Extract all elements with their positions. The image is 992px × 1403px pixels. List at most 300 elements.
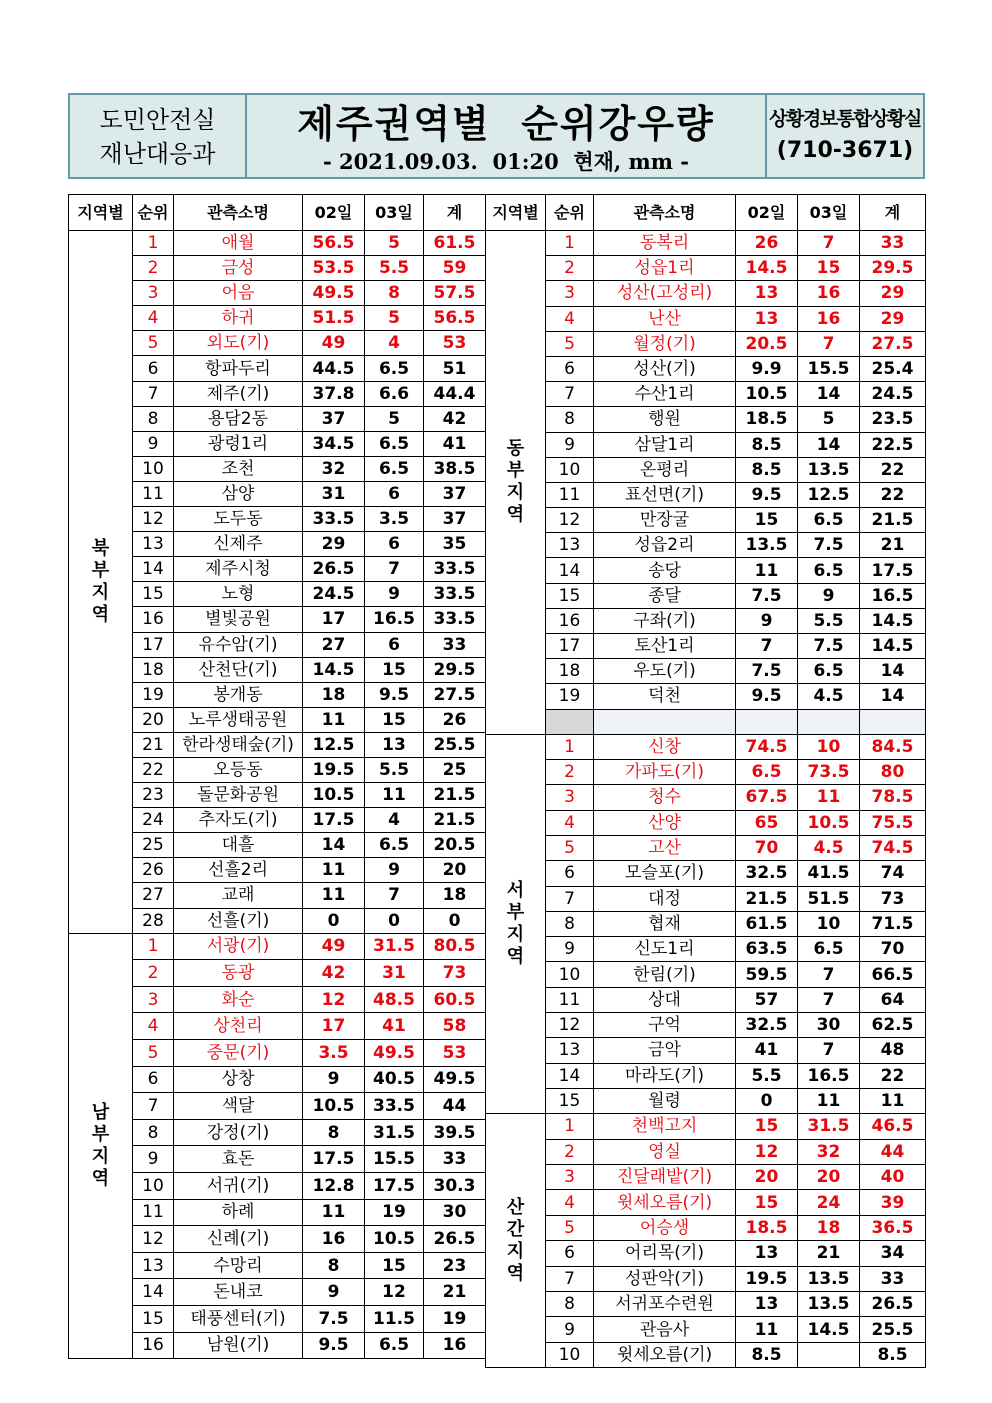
- total-cell: 44: [424, 1093, 486, 1120]
- rank-cell: 10: [546, 962, 594, 987]
- total-cell: 25.5: [424, 732, 486, 757]
- station-cell: 강정(기): [174, 1119, 303, 1146]
- day02-cell: 26: [736, 231, 798, 256]
- total-cell: 33: [860, 231, 926, 256]
- rank-cell: 18: [546, 659, 594, 684]
- day02-cell: 26.5: [303, 557, 365, 582]
- day02-cell: 9.5: [736, 684, 798, 709]
- day03-cell: 24: [798, 1190, 860, 1215]
- table-row: [486, 432, 926, 457]
- rank-cell: 5: [546, 1215, 594, 1240]
- rank-cell: 8: [546, 407, 594, 432]
- station-cell: 한림(기): [594, 962, 736, 987]
- table-row: [486, 634, 926, 659]
- station-cell: 윗세오름(기): [594, 1190, 736, 1215]
- day03-cell: 6.5: [365, 356, 424, 381]
- station-cell: 봉개동: [174, 682, 303, 707]
- day02-cell: 17: [303, 1013, 365, 1040]
- day03-cell: 4.5: [798, 835, 860, 860]
- day02-cell: 56.5: [303, 231, 365, 256]
- station-cell: 월령: [594, 1088, 736, 1113]
- rank-cell: 16: [133, 607, 174, 632]
- day02-cell: 11: [303, 1199, 365, 1226]
- day03-cell: 6.5: [365, 431, 424, 456]
- station-cell: 토산1리: [594, 634, 736, 659]
- table-row: [486, 1291, 926, 1316]
- total-cell: 61.5: [424, 231, 486, 256]
- station-cell: 천백고지: [594, 1114, 736, 1139]
- station-cell: 화순: [174, 986, 303, 1013]
- day03-cell: 31.5: [365, 933, 424, 960]
- header-row: [486, 195, 926, 231]
- table-row: [486, 231, 926, 256]
- day02-cell: 11: [736, 1317, 798, 1342]
- day03-cell: 7: [798, 231, 860, 256]
- col-day02: 02일: [736, 195, 798, 231]
- day03-cell: 31.5: [365, 1119, 424, 1146]
- day02-cell: 51.5: [303, 306, 365, 331]
- table-row: [486, 482, 926, 507]
- total-cell: 22.5: [860, 432, 926, 457]
- rank-cell: 17: [133, 632, 174, 657]
- rank-cell: 1: [133, 933, 174, 960]
- total-cell: 64: [860, 987, 926, 1012]
- table-row: [486, 835, 926, 860]
- rank-cell: 18: [133, 657, 174, 682]
- station-cell: 상대: [594, 987, 736, 1012]
- day03-cell: 5: [798, 407, 860, 432]
- total-cell: 25.5: [860, 1317, 926, 1342]
- rank-cell: 9: [133, 431, 174, 456]
- total-cell: 71.5: [860, 911, 926, 936]
- total-cell: 36.5: [860, 1215, 926, 1240]
- day02-cell: 7.5: [303, 1305, 365, 1332]
- total-cell: 19: [424, 1305, 486, 1332]
- total-cell: 14: [860, 684, 926, 709]
- day03-cell: 11: [798, 785, 860, 810]
- station-cell: 수망리: [174, 1252, 303, 1279]
- day03-cell: 5: [365, 306, 424, 331]
- rank-cell: 2: [546, 256, 594, 281]
- region-label: [486, 734, 546, 1113]
- total-cell: 14: [860, 659, 926, 684]
- day02-cell: 12.8: [303, 1172, 365, 1199]
- day03-cell: 31: [365, 960, 424, 987]
- station-cell: [594, 709, 736, 734]
- table-row: [486, 1088, 926, 1113]
- region-label: [69, 933, 133, 1359]
- rank-cell: 8: [133, 1119, 174, 1146]
- rank-cell: 25: [133, 833, 174, 858]
- day02-cell: 8: [303, 1252, 365, 1279]
- day02-cell: 18: [303, 682, 365, 707]
- day03-cell: 12.5: [798, 482, 860, 507]
- total-cell: 33: [424, 1146, 486, 1173]
- rank-cell: 14: [546, 558, 594, 583]
- total-cell: 39.5: [424, 1119, 486, 1146]
- day03-cell: 7: [798, 962, 860, 987]
- day03-cell: 9.5: [365, 682, 424, 707]
- region-label-char: 북: [91, 537, 110, 559]
- total-cell: 29.5: [860, 256, 926, 281]
- station-cell: 오등동: [174, 757, 303, 782]
- rank-cell: 14: [546, 1063, 594, 1088]
- rank-cell: 11: [546, 987, 594, 1012]
- table-row: [486, 533, 926, 558]
- day03-cell: 7: [365, 883, 424, 908]
- rank-cell: 4: [133, 306, 174, 331]
- station-cell: 청수: [594, 785, 736, 810]
- total-cell: 53: [424, 1040, 486, 1067]
- region-label: [486, 231, 546, 735]
- rank-cell: 2: [546, 760, 594, 785]
- day02-cell: 15: [736, 508, 798, 533]
- total-cell: 26.5: [860, 1291, 926, 1316]
- day03-cell: 6.5: [365, 1332, 424, 1359]
- station-cell: 서귀(기): [174, 1172, 303, 1199]
- total-cell: 35: [424, 532, 486, 557]
- day02-cell: 65: [736, 810, 798, 835]
- station-cell: 구억: [594, 1013, 736, 1038]
- rank-cell: 5: [546, 835, 594, 860]
- table-row: [486, 760, 926, 785]
- day03-cell: 7: [798, 987, 860, 1012]
- rank-cell: 10: [546, 457, 594, 482]
- day03-cell: 12: [365, 1279, 424, 1306]
- station-cell: 금악: [594, 1038, 736, 1063]
- day03-cell: 6.5: [798, 659, 860, 684]
- total-cell: 21: [424, 1279, 486, 1306]
- total-cell: 23.5: [860, 407, 926, 432]
- rank-cell: 10: [133, 1172, 174, 1199]
- rank-cell: 13: [546, 1038, 594, 1063]
- table-row: [486, 583, 926, 608]
- station-cell: 진달래밭(기): [594, 1164, 736, 1189]
- rank-cell: 12: [133, 1226, 174, 1253]
- day03-cell: 7: [798, 331, 860, 356]
- day03-cell: 18: [798, 1215, 860, 1240]
- contact-box: [767, 95, 923, 177]
- station-cell: 애월: [174, 231, 303, 256]
- day02-cell: 74.5: [736, 734, 798, 759]
- station-cell: 상천리: [174, 1013, 303, 1040]
- department-line-2: 재난대응과: [99, 140, 216, 168]
- station-cell: 유수암(기): [174, 632, 303, 657]
- rank-cell: 4: [546, 810, 594, 835]
- day02-cell: 53.5: [303, 256, 365, 281]
- day03-cell: 11.5: [365, 1305, 424, 1332]
- day02-cell: 3.5: [303, 1040, 365, 1067]
- station-cell: 하례: [174, 1199, 303, 1226]
- rank-cell: 3: [133, 986, 174, 1013]
- rank-cell: 28: [133, 908, 174, 933]
- day02-cell: 9: [736, 608, 798, 633]
- day02-cell: 9.9: [736, 356, 798, 381]
- rank-cell: 27: [133, 883, 174, 908]
- rank-cell: 9: [546, 432, 594, 457]
- day02-cell: 13: [736, 306, 798, 331]
- day03-cell: 9: [365, 582, 424, 607]
- table-row: [486, 962, 926, 987]
- day03-cell: 15: [365, 657, 424, 682]
- total-cell: 27.5: [860, 331, 926, 356]
- total-cell: 33: [424, 632, 486, 657]
- total-cell: 51: [424, 356, 486, 381]
- station-cell: 삼양: [174, 481, 303, 506]
- rank-cell: 3: [546, 1164, 594, 1189]
- station-cell: 조천: [174, 456, 303, 481]
- day03-cell: 13.5: [798, 457, 860, 482]
- station-cell: 송당: [594, 558, 736, 583]
- day03-cell: 15.5: [798, 356, 860, 381]
- region-label-char: 역: [506, 504, 525, 526]
- day02-cell: 11: [303, 883, 365, 908]
- rank-cell: 9: [546, 1317, 594, 1342]
- rank-cell: 10: [133, 456, 174, 481]
- rank-cell: 4: [133, 1013, 174, 1040]
- col-day03: 03일: [798, 195, 860, 231]
- rank-cell: 5: [133, 1040, 174, 1067]
- rank-cell: 21: [133, 732, 174, 757]
- day02-cell: 32.5: [736, 861, 798, 886]
- rank-cell: 12: [546, 1013, 594, 1038]
- table-row: [486, 1342, 926, 1367]
- day03-cell: 16: [798, 281, 860, 306]
- day02-cell: 13: [736, 1291, 798, 1316]
- day03-cell: 9: [365, 858, 424, 883]
- col-region: 지역별: [486, 195, 546, 231]
- table-row: [486, 659, 926, 684]
- table-row: [486, 558, 926, 583]
- table-row: [486, 1190, 926, 1215]
- total-cell: 58: [424, 1013, 486, 1040]
- station-cell: 구좌(기): [594, 608, 736, 633]
- total-cell: 44: [860, 1139, 926, 1164]
- station-cell: 어음: [174, 281, 303, 306]
- table-row: [69, 231, 486, 256]
- day03-cell: 32: [798, 1139, 860, 1164]
- total-cell: 27.5: [424, 682, 486, 707]
- total-cell: 84.5: [860, 734, 926, 759]
- total-cell: 49.5: [424, 1066, 486, 1093]
- station-cell: 도두동: [174, 507, 303, 532]
- station-cell: 돈내코: [174, 1279, 303, 1306]
- total-cell: 14.5: [860, 608, 926, 633]
- day02-cell: 14: [303, 833, 365, 858]
- station-cell: 색달: [174, 1093, 303, 1120]
- station-cell: 서광(기): [174, 933, 303, 960]
- total-cell: 74.5: [860, 835, 926, 860]
- day03-cell: 15: [365, 707, 424, 732]
- region-label-char: 부: [91, 559, 110, 581]
- region-label-char: 역: [91, 603, 110, 625]
- station-cell: 삼달1리: [594, 432, 736, 457]
- day02-cell: 15: [736, 1114, 798, 1139]
- col-rank: 순위: [546, 195, 594, 231]
- station-cell: 행원: [594, 407, 736, 432]
- station-cell: 남원(기): [174, 1332, 303, 1359]
- station-cell: 우도(기): [594, 659, 736, 684]
- total-cell: 33.5: [424, 582, 486, 607]
- day03-cell: 16: [798, 306, 860, 331]
- rank-cell: 1: [546, 1114, 594, 1139]
- total-cell: 74: [860, 861, 926, 886]
- station-cell: 대흘: [174, 833, 303, 858]
- total-cell: 26: [424, 707, 486, 732]
- day03-cell: 41.5: [798, 861, 860, 886]
- day02-cell: 63.5: [736, 937, 798, 962]
- station-cell: 서귀포수련원: [594, 1291, 736, 1316]
- total-cell: 46.5: [860, 1114, 926, 1139]
- table-row: [486, 1038, 926, 1063]
- day02-cell: 32: [303, 456, 365, 481]
- day03-cell: 5.5: [365, 757, 424, 782]
- region-label-char: 지: [506, 482, 525, 504]
- day03-cell: 15: [365, 1252, 424, 1279]
- station-cell: 광령1리: [174, 431, 303, 456]
- day02-cell: 24.5: [303, 582, 365, 607]
- rank-cell: 11: [133, 1199, 174, 1226]
- total-cell: 39: [860, 1190, 926, 1215]
- total-cell: 21.5: [424, 808, 486, 833]
- table-row: [486, 306, 926, 331]
- header-row: [69, 195, 486, 231]
- station-cell: 한라생태숲(기): [174, 732, 303, 757]
- rank-cell: 22: [133, 757, 174, 782]
- total-cell: 53: [424, 331, 486, 356]
- region-label-char: 간: [506, 1218, 525, 1240]
- rank-cell: 12: [546, 508, 594, 533]
- station-cell: 선흘2리: [174, 858, 303, 883]
- rank-cell: 14: [133, 1279, 174, 1306]
- total-cell: 29: [860, 306, 926, 331]
- total-cell: 26.5: [424, 1226, 486, 1253]
- day02-cell: 70: [736, 835, 798, 860]
- region-label-char: 지: [506, 923, 525, 945]
- station-cell: 신도1리: [594, 937, 736, 962]
- report-title: 제주권역별 순위강우량: [297, 102, 715, 146]
- day03-cell: 0: [365, 908, 424, 933]
- day02-cell: 11: [736, 558, 798, 583]
- total-cell: 0: [424, 908, 486, 933]
- station-cell: 하귀: [174, 306, 303, 331]
- table-row: [486, 382, 926, 407]
- station-cell: 난산: [594, 306, 736, 331]
- total-cell: 44.4: [424, 381, 486, 406]
- day02-cell: 59.5: [736, 962, 798, 987]
- rank-cell: 2: [133, 960, 174, 987]
- rank-cell: 6: [133, 1066, 174, 1093]
- rank-cell: 11: [546, 482, 594, 507]
- rank-cell: 10: [546, 1342, 594, 1367]
- rank-cell: 13: [133, 1252, 174, 1279]
- day02-cell: 37.8: [303, 381, 365, 406]
- table-row: [486, 911, 926, 936]
- day02-cell: 42: [303, 960, 365, 987]
- right-rainfall-table: [485, 194, 926, 1368]
- day03-cell: 13.5: [798, 1291, 860, 1316]
- station-cell: 어승생: [594, 1215, 736, 1240]
- total-cell: 21: [860, 533, 926, 558]
- day03-cell: 40.5: [365, 1066, 424, 1093]
- rank-cell: 15: [133, 1305, 174, 1332]
- total-cell: 20.5: [424, 833, 486, 858]
- region-label-char: 역: [91, 1167, 110, 1189]
- day02-cell: 7: [736, 634, 798, 659]
- rank-cell: 9: [546, 937, 594, 962]
- day02-cell: 17.5: [303, 808, 365, 833]
- station-cell: 항파두리: [174, 356, 303, 381]
- station-cell: 신창: [594, 734, 736, 759]
- day02-cell: 9.5: [736, 482, 798, 507]
- day03-cell: 6.5: [365, 833, 424, 858]
- day02-cell: 10.5: [303, 1093, 365, 1120]
- total-cell: 38.5: [424, 456, 486, 481]
- total-cell: 34: [860, 1241, 926, 1266]
- station-cell: 산양: [594, 810, 736, 835]
- total-cell: 25.4: [860, 356, 926, 381]
- total-cell: 20: [424, 858, 486, 883]
- rank-cell: 6: [546, 1241, 594, 1266]
- day03-cell: 7: [365, 557, 424, 582]
- region-label-char: 부: [506, 460, 525, 482]
- day02-cell: 19.5: [736, 1266, 798, 1291]
- station-cell: 윗세오름(기): [594, 1342, 736, 1367]
- region-label-char: 남: [91, 1101, 110, 1123]
- day03-cell: 11: [798, 1088, 860, 1113]
- rank-cell: 7: [546, 886, 594, 911]
- rank-cell: 7: [546, 382, 594, 407]
- rank-cell: 8: [546, 1291, 594, 1316]
- region-label-char: 지: [91, 581, 110, 603]
- day02-cell: 34.5: [303, 431, 365, 456]
- day02-cell: 41: [736, 1038, 798, 1063]
- day02-cell: 8.5: [736, 432, 798, 457]
- total-cell: 17.5: [860, 558, 926, 583]
- table-row: [69, 933, 486, 960]
- station-cell: 노루생태공원: [174, 707, 303, 732]
- day02-cell: 16: [303, 1226, 365, 1253]
- table-row: [486, 1164, 926, 1189]
- station-cell: 추자도(기): [174, 808, 303, 833]
- station-cell: 고산: [594, 835, 736, 860]
- station-cell: 외도(기): [174, 331, 303, 356]
- table-row: [486, 987, 926, 1012]
- rank-cell: 7: [133, 1093, 174, 1120]
- station-cell: 관음사: [594, 1317, 736, 1342]
- day02-cell: 61.5: [736, 911, 798, 936]
- day03-cell: 4.5: [798, 684, 860, 709]
- station-cell: 제주(기): [174, 381, 303, 406]
- day02-cell: 13: [736, 281, 798, 306]
- table-row: [486, 1114, 926, 1139]
- rank-cell: 13: [133, 532, 174, 557]
- station-cell: 성판악(기): [594, 1266, 736, 1291]
- rank-cell: 4: [546, 306, 594, 331]
- day02-cell: 14.5: [736, 256, 798, 281]
- table-row: [486, 734, 926, 759]
- station-cell: 동광: [174, 960, 303, 987]
- day02-cell: 6.5: [736, 760, 798, 785]
- rank-cell: 6: [546, 861, 594, 886]
- table-row: [486, 861, 926, 886]
- day03-cell: 6.6: [365, 381, 424, 406]
- day02-cell: 7.5: [736, 659, 798, 684]
- day02-cell: 0: [303, 908, 365, 933]
- region-label-char: 부: [506, 901, 525, 923]
- rank-cell: 15: [546, 583, 594, 608]
- station-cell: 성읍1리: [594, 256, 736, 281]
